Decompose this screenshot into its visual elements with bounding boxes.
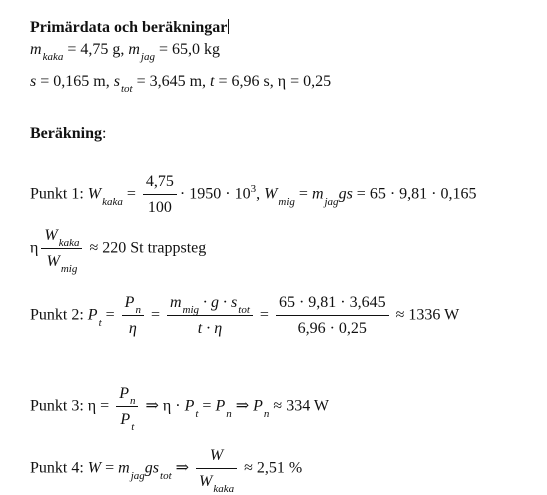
symbol-m: m (169, 294, 182, 311)
symbol-W: W (87, 459, 102, 477)
numerator (196, 448, 237, 469)
symbol-P: P (253, 397, 263, 415)
subscript-kaka: kaka (42, 51, 64, 63)
equals: = (198, 397, 216, 415)
subscript-tot: tot (160, 469, 172, 482)
efficiency-result: ≈ 220 St trappsteg (85, 239, 207, 257)
symbol-W: W (209, 447, 224, 464)
equals: = (255, 306, 273, 324)
subscript-n: n (135, 304, 141, 316)
symbol-s: s (30, 73, 37, 90)
point-3-line (30, 385, 330, 433)
mass-jag-value: = 65,0 kg (154, 41, 221, 58)
subscript-mig: mig (182, 304, 200, 316)
symbol-gs: gs (144, 459, 160, 477)
symbol-m: m (128, 41, 140, 58)
numerator (122, 295, 144, 316)
fraction-pn-over-pt (116, 385, 138, 433)
fraction-4-75-over-100 (143, 174, 177, 216)
subscript-kaka: kaka (213, 483, 235, 495)
s-tot-value: = 3,645 m, (132, 73, 211, 90)
mass-kaka-value: = 4,75 g, (63, 41, 129, 58)
implies-arrow: ⇒ (171, 459, 194, 477)
fraction-pn-over-eta (122, 295, 144, 337)
equals: = (122, 185, 140, 203)
symbol-P: P (119, 385, 129, 402)
symbol-s: s (113, 73, 120, 90)
symbol-eta: η (30, 239, 39, 257)
equals: = (146, 306, 164, 324)
subscript-t: t (131, 421, 135, 433)
denominator: 6,96 · 0,25 (297, 320, 367, 337)
subscript-n: n (263, 407, 270, 420)
symbol-P: P (184, 397, 195, 415)
numerator: 4,75 (143, 174, 177, 195)
point-4-label: Punkt 4: (30, 459, 88, 477)
symbol-W: W (199, 473, 213, 490)
fraction-w-kaka-over-w-mig (41, 227, 82, 275)
denominator: 100 (147, 199, 172, 216)
denominator (116, 407, 138, 433)
numerator: 65 · 9,81 · 3,645 (276, 295, 389, 316)
calculation-heading (30, 126, 106, 142)
denominator (122, 316, 144, 337)
s-value: = 0,165 m, (36, 73, 114, 90)
separator: , (256, 185, 265, 203)
numerator (167, 295, 253, 316)
subscript-jag: jag (130, 469, 145, 482)
subscript-mig: mig (278, 195, 295, 208)
product-term: · 1950 · 10 (179, 185, 251, 203)
text-cursor (228, 19, 229, 34)
point-2-label: Punkt 2: (30, 306, 88, 324)
symbol-P: P (215, 397, 226, 415)
subscript-n: n (226, 407, 232, 420)
subscript-kaka: kaka (58, 237, 80, 249)
symbol-m: m (30, 41, 42, 58)
symbol-W: W (46, 253, 60, 270)
symbol-W: W (264, 185, 278, 203)
symbol-W: W (87, 185, 102, 203)
point-1-line (30, 174, 476, 216)
power-result: ≈ 1336 W (391, 306, 460, 324)
point-2-line (30, 295, 459, 337)
point-1-label: Punkt 1: (30, 185, 88, 203)
calculation-heading-text: Beräkning (30, 125, 103, 142)
subscript-jag: jag (324, 195, 339, 208)
subscript-jag: jag (140, 51, 155, 63)
primary-data-heading-text: Primärdata och beräkningar (30, 19, 228, 36)
numerator (41, 228, 82, 249)
primary-data-heading (30, 19, 229, 36)
subscript-tot: tot (120, 83, 133, 95)
efficiency-line (30, 227, 207, 275)
w-mig-expression: = 65 · 9,81 · 0,165 (352, 185, 477, 203)
symbol-W: W (44, 227, 58, 244)
percentage-result: ≈ 2,51 % (240, 459, 303, 477)
calculation-heading-colon: : (102, 125, 107, 142)
equals: = (101, 306, 119, 324)
numerator (116, 386, 138, 407)
t-eta-value: = 6,96 s, η = 0,25 (214, 73, 332, 90)
symbol-t: t (210, 73, 215, 90)
implies-arrow: ⇒ (231, 397, 254, 415)
symbol-gs: gs (338, 185, 353, 203)
distance-time-line (30, 73, 332, 95)
symbol-m: m (118, 459, 130, 477)
implies-arrow: ⇒ η · (141, 397, 185, 415)
subscript-n: n (129, 395, 136, 407)
symbol-P: P (87, 306, 98, 324)
subscript-t: t (195, 407, 199, 420)
fraction-mgs-over-t-eta (167, 295, 253, 337)
symbol-P: P (120, 411, 131, 428)
point-3-label: Punkt 3: η = (30, 397, 114, 415)
subscript-t: t (98, 316, 102, 329)
denominator (41, 249, 82, 275)
symbol-m: m (311, 185, 324, 203)
mass-values-line (30, 41, 221, 63)
symbol-eta: η (128, 320, 137, 337)
subscript-mig: mig (60, 263, 78, 275)
equals: = (294, 185, 312, 203)
equals: = (101, 459, 119, 477)
denominator (167, 316, 253, 337)
symbol-g-s: · g · s (199, 294, 238, 311)
symbol-P: P (124, 294, 135, 311)
denominator (196, 469, 237, 495)
fraction-w-over-w-kaka (196, 447, 237, 495)
point-4-line (30, 447, 303, 495)
subscript-kaka: kaka (102, 195, 123, 208)
symbol-t-eta: t · η (197, 320, 223, 337)
subscript-tot: tot (238, 304, 250, 316)
pn-result: ≈ 334 W (269, 397, 330, 415)
exponent: 3 (250, 182, 257, 195)
fraction-numeric (276, 295, 389, 337)
